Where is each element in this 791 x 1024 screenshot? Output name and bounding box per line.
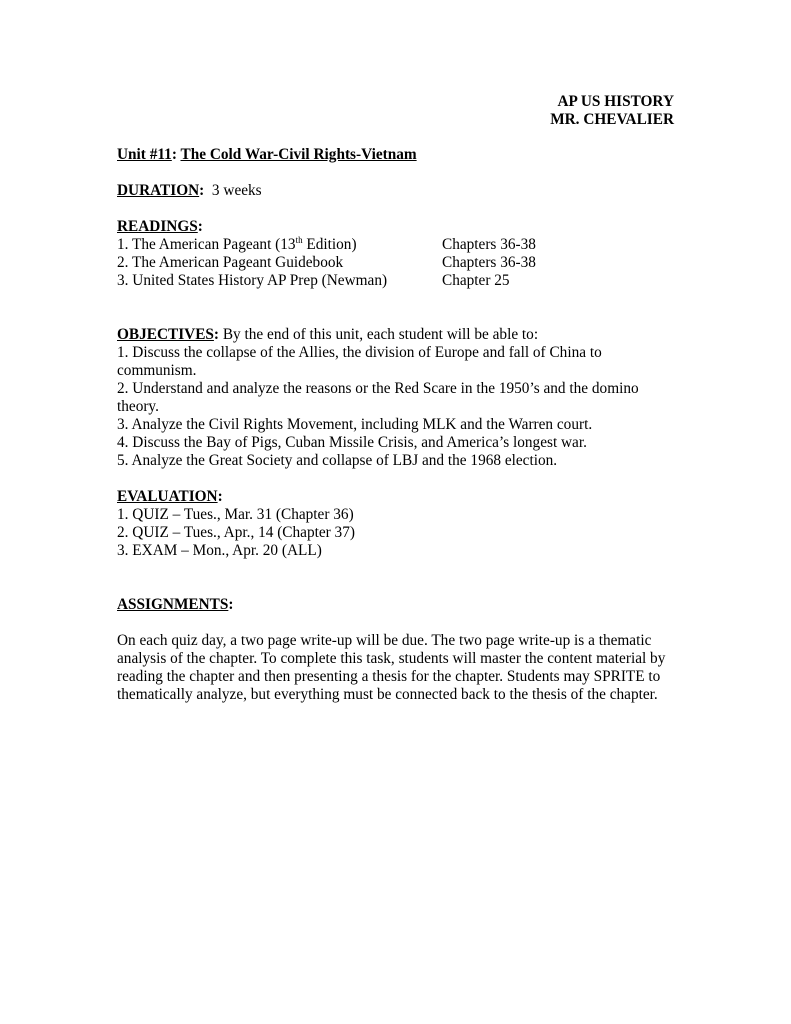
assignments-text: On each quiz day, a two page write-up will be due. The two page write-up is a thematic analysis of the chapter. To complete this task, students will master the content material by reading the chapter and then presenting a thesis for the chapter. Students may SPRITE to thematically analyze, but everything must be connected back to the thesis of the chapter. [117, 632, 666, 703]
reading-title: 1. The American Pageant (13 [117, 236, 296, 253]
objectives-intro: By the end of this unit, each student will be able to: [219, 326, 539, 343]
document-header [550, 93, 674, 129]
evaluation-item: 1. QUIZ – Tues., Mar. 31 (Chapter 36) [117, 506, 354, 523]
objectives-intro-line [117, 326, 677, 344]
assignments-label: ASSIGNMENTS [117, 596, 229, 613]
unit-title: The Cold War-Civil Rights-Vietnam [180, 146, 417, 163]
course-title: AP US HISTORY [557, 93, 674, 110]
readings-list [117, 236, 677, 290]
reading-title-suffix: Edition) [302, 236, 357, 253]
duration-line [117, 182, 677, 200]
teacher-name: MR. CHEVALIER [550, 111, 674, 128]
duration-value: 3 weeks [211, 182, 262, 199]
reading-chapters: Chapters 36-38 [442, 236, 536, 253]
duration-label: DURATION [117, 182, 200, 199]
readings-heading [117, 218, 677, 236]
unit-label: Unit #11 [117, 146, 172, 163]
evaluation-item: 3. EXAM – Mon., Apr. 20 (ALL) [117, 542, 322, 559]
objectives-list [117, 344, 677, 470]
reading-title: 3. United States History AP Prep (Newman) [117, 272, 388, 289]
objective-item: 5. Analyze the Great Society and collapse of LBJ and the 1968 election. [117, 452, 558, 469]
reading-item [117, 254, 677, 272]
objectives-label: OBJECTIVES [117, 326, 214, 343]
objectives-separator: : [213, 326, 220, 343]
objective-item: 4. Discuss the Bay of Pigs, Cuban Missile Crisis, and America’s longest war. [117, 434, 587, 451]
reading-chapters: Chapters 36-38 [442, 254, 536, 271]
evaluation-label: EVALUATION [117, 488, 218, 505]
objective-item: 2. Understand and analyze the reasons or the Red Scare in the 1950’s and the domino theory. [117, 380, 639, 415]
objective-item: 3. Analyze the Civil Rights Movement, including MLK and the Warren court. [117, 416, 593, 433]
readings-separator: : [197, 218, 203, 235]
reading-item [117, 236, 677, 254]
unit-line [117, 146, 677, 164]
reading-item [117, 272, 677, 290]
objective-item: 1. Discuss the collapse of the Allies, the division of Europe and fall of China to communism. [117, 344, 602, 379]
readings-label: READINGS [117, 218, 198, 235]
reading-chapters: Chapter 25 [442, 272, 510, 289]
evaluation-item: 2. QUIZ – Tues., Apr., 14 (Chapter 37) [117, 524, 355, 541]
evaluation-separator: : [217, 488, 223, 505]
unit-separator: : [171, 146, 177, 163]
document-body [117, 146, 677, 704]
evaluation-heading [117, 488, 677, 506]
reading-title-sup: th [295, 235, 303, 245]
evaluation-list [117, 506, 677, 560]
reading-title: 2. The American Pageant Guidebook [117, 254, 344, 271]
assignments-separator: : [228, 596, 234, 613]
duration-separator: : [199, 182, 205, 199]
assignments-heading [117, 596, 677, 614]
